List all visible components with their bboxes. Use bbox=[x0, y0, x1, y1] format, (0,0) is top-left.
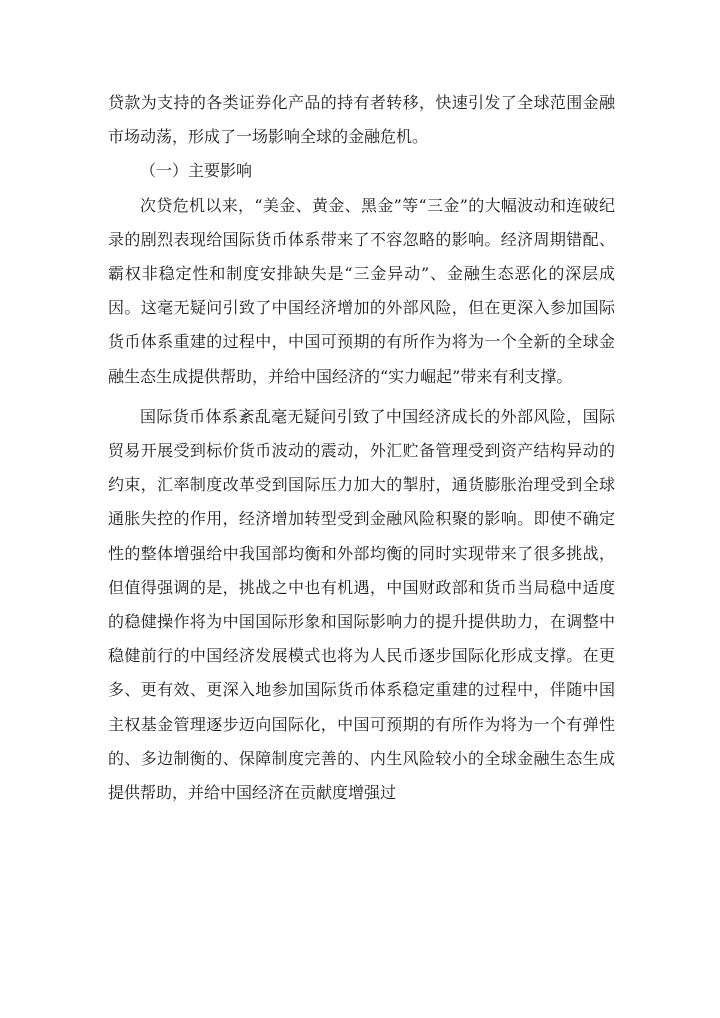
document-body bbox=[108, 86, 615, 810]
paragraph-main-impact: 次贷危机以来，“美金、黄金、黑金”等“三金”的大幅波动和连破纪录的剧烈表现给国际货币体系带来了不容忽略的影响。经济周期错配、霸权非稳定性和制度安排缺失是“三金异动”、金融生态恶化的深层成因。这毫无疑问引致了中国经济增加的外部风险，但在更深入参加国际货币体系重建的过程中，中国可预期的有所作为将为一个全新的全球金融生态生成提供帮助，并给中国经济的“实力崛起”带来有利支撑。 bbox=[108, 195, 615, 386]
paragraph-external-risk: 国际货币体系紊乱毫无疑问引致了中国经济成长的外部风险，国际贸易开展受到标价货币波动的震动，外汇贮备管理受到资产结构异动的约束，汇率制度改革受到国际压力加大的掣肘，通货膨胀治理受到全球通胀失控的作用，经济增加转型受到金融风险积聚的影响。即使不确定性的整体增强给中我国部均衡和外部均衡的同时实现带来了很多挑战，但值得强调的是，挑战之中也有机遇，中国财政部和货币当局稳中适度的稳健操作将为中国国际形象和国际影响力的提升提供助力，在调整中稳健前行的中国经济发展模式也将为人民币逐步国际化形成支撑。在更多、更有效、更深入地参加国际货币体系稳定重建的过程中，伴随中国主权基金管理逐步迈向国际化，中国可预期的有所作为将为一个有弹性的、多边制衡的、保障制度完善的、内生风险较小的全球金融生态生成提供帮助，并给中国经济在贡献度增强过 bbox=[108, 406, 615, 803]
section-heading: （一）主要影响 bbox=[140, 161, 253, 181]
intro-paragraph: 贷款为支持的各类证券化产品的持有者转移，快速引发了全球范围金融市场动荡，形成了一场影响全球的金融危机。 bbox=[108, 93, 615, 147]
